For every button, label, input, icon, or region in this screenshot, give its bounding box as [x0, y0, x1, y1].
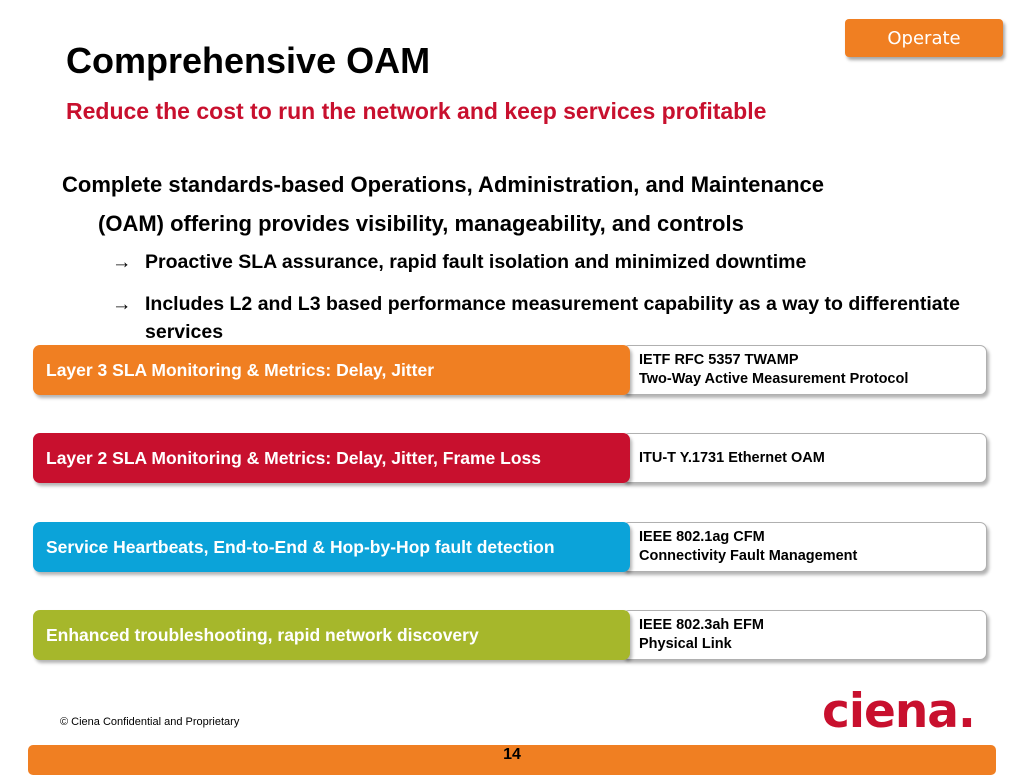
copyright-text: © Ciena Confidential and Proprietary [60, 716, 240, 728]
capability-pill-layer3: Layer 3 SLA Monitoring & Metrics: Delay, Jitter [33, 345, 630, 395]
standard-name: IEEE 802.3ah EFM [639, 617, 764, 633]
arrow-right-icon: → [112, 251, 132, 273]
standard-name: ITU-T Y.1731 Ethernet OAM [639, 449, 825, 466]
standard-name: IEEE 802.1ag CFM [639, 529, 765, 545]
operate-badge: Operate [845, 19, 1003, 57]
standard-description: Physical Link [639, 636, 732, 652]
standard-name: IETF RFC 5357 TWAMP [639, 352, 799, 368]
capability-pill-troubleshooting: Enhanced troubleshooting, rapid network discovery [33, 610, 630, 660]
standard-description: Connectivity Fault Management [639, 548, 858, 564]
standard-box-y1731 [622, 433, 987, 483]
bullet-text: Proactive SLA assurance, rapid fault isolation and minimized downtime [145, 251, 807, 273]
page-subtitle: Reduce the cost to run the network and keep services profitable [66, 98, 767, 124]
standard-box-efm [622, 610, 987, 660]
bullet-text: Includes L2 and L3 based performance measurement capability as a way to differentiate services [145, 293, 960, 343]
standard-box-twamp [622, 345, 987, 395]
intro-paragraph [62, 165, 992, 243]
intro-line-2: (OAM) offering provides visibility, manageability, and controls [98, 211, 744, 236]
bullet-item [112, 248, 975, 276]
capability-pill-layer2: Layer 2 SLA Monitoring & Metrics: Delay, Jitter, Frame Loss [33, 433, 630, 483]
page-title: Comprehensive OAM [66, 40, 431, 81]
ciena-logo: ciena. [822, 684, 975, 739]
bullet-item [112, 290, 975, 346]
standard-description: Two-Way Active Measurement Protocol [639, 371, 909, 387]
capability-pill-heartbeats: Service Heartbeats, End-to-End & Hop-by-Hop fault detection [33, 522, 630, 572]
intro-line-1: Complete standards-based Operations, Administration, and Maintenance [62, 172, 824, 197]
arrow-right-icon: → [112, 293, 132, 315]
page-number: 14 [503, 746, 521, 763]
standard-box-cfm [622, 522, 987, 572]
